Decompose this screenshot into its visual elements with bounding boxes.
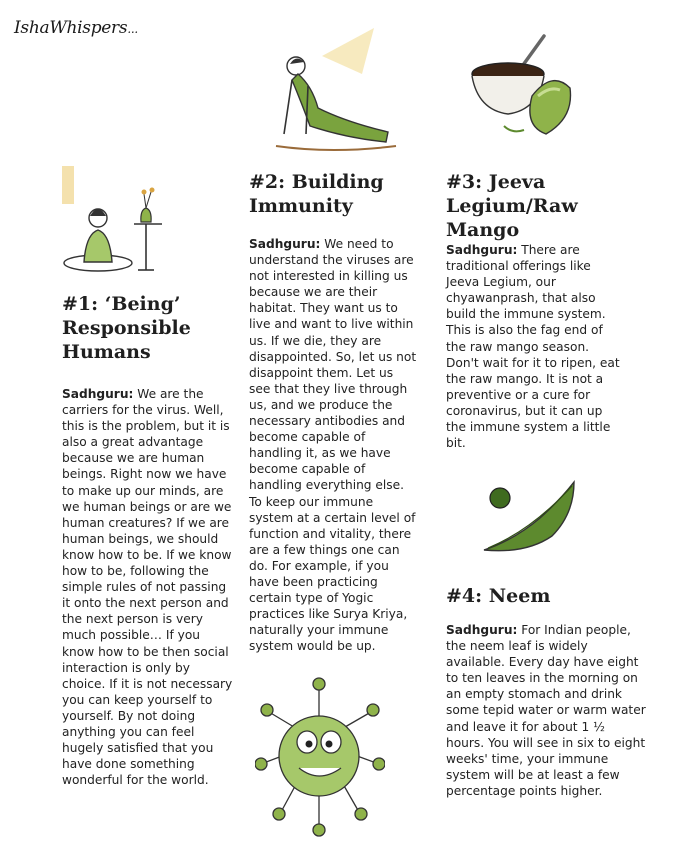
- section-building-immunity: [249, 170, 417, 654]
- section-jeeva-legium: [446, 170, 624, 451]
- virus-cartoon-illustration: [255, 672, 385, 837]
- section-text: There are traditional offerings like Jeeva Legium, our chyawanprash, that also build the immune system. This is also the fag end of the raw mango season. Don't wait for it to ripen, eat the raw mango. It is not a preventive or a cure for coronavirus, but it can up the immune system a little bit.: [446, 243, 620, 451]
- section-heading: #3: Jeeva Legium/Raw Mango: [446, 171, 578, 241]
- section-being-responsible: [62, 292, 234, 788]
- section-text: For Indian people, the neem leaf is widely available. Every day have eight to ten leaves in the morning on an empty stomach and drink some tepid water or warm water and leave it for about 1 ½ hours. You will see in six to eight weeks' time, your immune system will be at least a few percentage points higher.: [446, 623, 646, 798]
- speaker-label: Sadhguru:: [446, 243, 518, 257]
- section-text: We need to understand the viruses are not interested in killing us because we are their habitat. They want us to live and want to live within us. If we die, they are disappointed. So, let us not disappoint them. Let us see that they live through us, and we produce the necessary antibodies and become capable of handling it, as we have become capable of handling everything else. To keep our immune system at a certain level of function and vitality, there are a few things one can do. For example, if you have been practicing certain type of Yogic practices like Surya Kriya, naturally your immune system would be up.: [249, 237, 417, 654]
- section-heading: #4: Neem: [446, 585, 551, 607]
- section-heading: #2: Building Immunity: [249, 171, 384, 217]
- speaker-label: Sadhguru:: [62, 387, 134, 401]
- speaker-label: Sadhguru:: [249, 237, 321, 251]
- brand-name: IshaWhispers: [14, 18, 128, 38]
- section-text: We are the carriers for the virus. Well, this is the problem, but it is also a great advantage because we are human beings. Right now we have to make up our minds, are we human beings or are we human creatures? If we are human beings, we should know how to be. If we know how to be, following the simple rules of not passing it onto the next person and the next person is very much possible… If you know how to be then social interaction is only by choice. If it is not necessary you can keep yourself to yourself. By not doing anything you can feel hugely satisfied that you have done something wonderful for the world.: [62, 387, 233, 788]
- section-heading: #1: ‘Being’ Responsible Humans: [62, 293, 191, 363]
- section-neem: [446, 584, 646, 799]
- speaker-label: Sadhguru:: [446, 623, 518, 637]
- neem-leaf-illustration: [474, 474, 584, 564]
- brand-dots: ...: [127, 22, 138, 36]
- brand-logo: [14, 18, 138, 38]
- legium-bowl-and-mango-illustration: [468, 30, 583, 140]
- section-body: [62, 386, 234, 788]
- meditating-woman-illustration: [58, 162, 178, 277]
- section-body: [446, 242, 624, 451]
- section-body: [249, 236, 417, 654]
- section-body: [446, 622, 646, 799]
- yoga-pose-illustration: [262, 26, 402, 158]
